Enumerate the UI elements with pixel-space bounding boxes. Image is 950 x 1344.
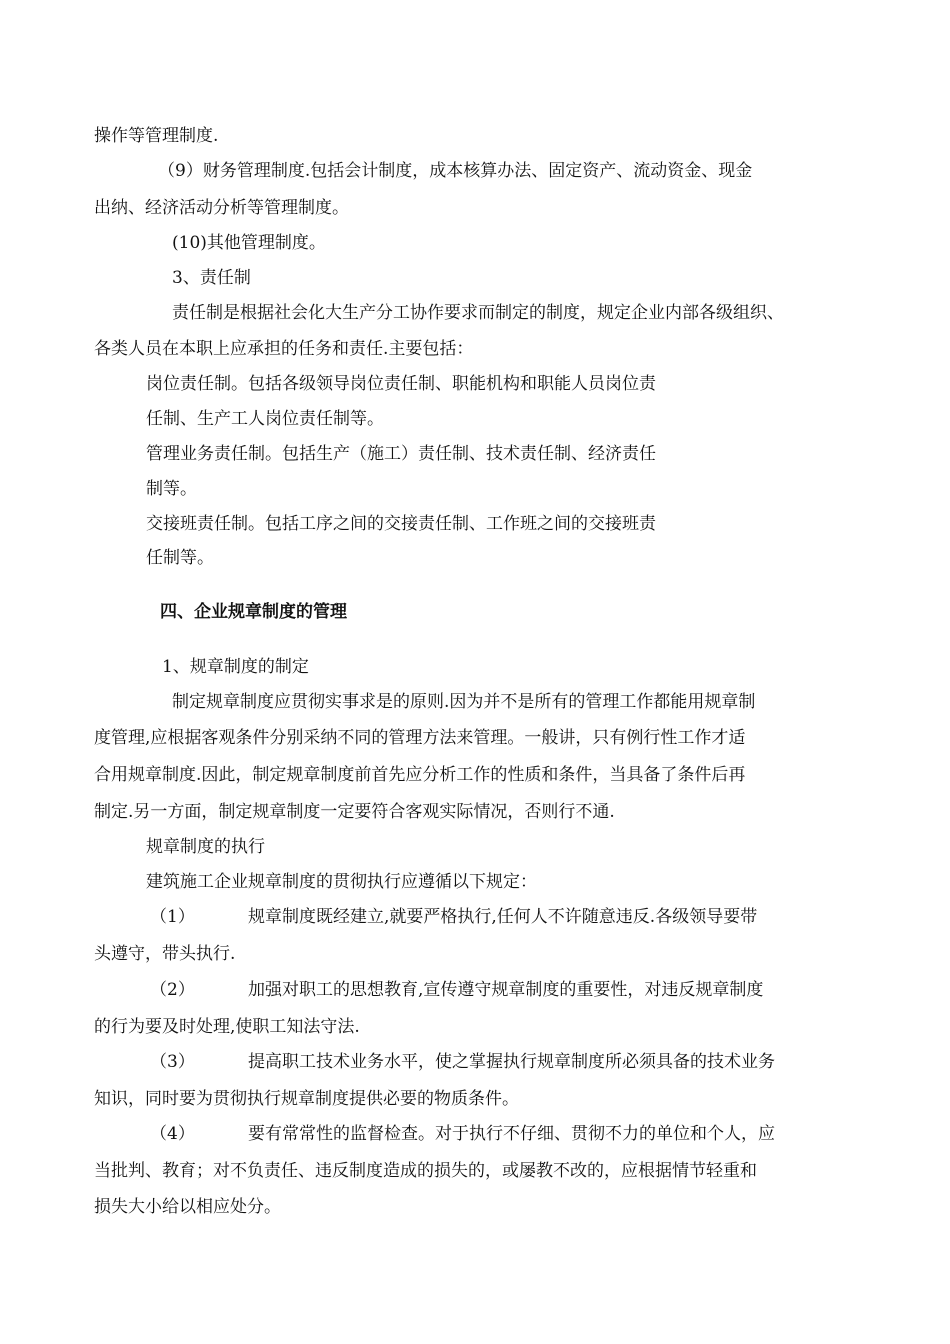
list-item-number: （3） xyxy=(150,1052,195,1072)
text-line: 当批判、教育；对不负责任、违反制度造成的损失的，或屡教不改的，应根据情节轻重和 xyxy=(94,1161,757,1181)
list-item-text: 加强对职工的思想教育,宣传遵守规章制度的重要性，对违反规章制度 xyxy=(248,980,764,1000)
text-line: 制等。 xyxy=(146,479,197,499)
text-line: 制定.另一方面，制定规章制度一定要符合客观实际情况，否则行不通. xyxy=(94,802,615,822)
list-item-number: （1） xyxy=(150,907,195,927)
text-line: 责任制是根据社会化大生产分工协作要求而制定的制度，规定企业内部各级组织、 xyxy=(172,303,784,323)
text-line: 交接班责任制。包括工序之间的交接责任制、工作班之间的交接班责 xyxy=(146,514,656,534)
text-line: 操作等管理制度. xyxy=(94,126,219,146)
section-subheading: 1、规章制度的制定 xyxy=(162,657,309,677)
list-item xyxy=(150,1052,775,1072)
list-item-text: 规章制度既经建立,就要严格执行,任何人不许随意违反.各级领导要带 xyxy=(248,907,758,927)
text-line: 管理业务责任制。包括生产（施工）责任制、技术责任制、经济责任 xyxy=(146,444,656,464)
list-item-text: 要有常常性的监督检查。对于执行不仔细、贯彻不力的单位和个人，应 xyxy=(248,1124,775,1144)
list-item xyxy=(150,907,757,927)
text-line: 度管理,应根据客观条件分别采纳不同的管理方法来管理。一般讲，只有例行性工作才适 xyxy=(94,728,746,748)
text-line: （9）财务管理制度.包括会计制度，成本核算办法、固定资产、流动资金、现金 xyxy=(158,161,753,181)
list-item xyxy=(150,980,763,1000)
text-line: 任制、生产工人岗位责任制等。 xyxy=(146,409,384,429)
text-line: 建筑施工企业规章制度的贯彻执行应遵循以下规定： xyxy=(146,872,537,892)
text-line: 头遵守，带头执行. xyxy=(94,944,236,964)
list-item-number: （4） xyxy=(150,1124,195,1144)
text-line: 的行为要及时处理,使职工知法守法. xyxy=(94,1017,360,1037)
section-subheading: 3、责任制 xyxy=(172,268,251,288)
text-line: 各类人员在本职上应承担的任务和责任.主要包括： xyxy=(94,339,474,359)
list-item-text: 提高职工技术业务水平，使之掌握执行规章制度所必须具备的技术业务 xyxy=(248,1052,775,1072)
text-line: 出纳、经济活动分析等管理制度。 xyxy=(94,198,349,218)
list-item-number: （2） xyxy=(150,980,195,1000)
text-line: 制定规章制度应贯彻实事求是的原则.因为并不是所有的管理工作都能用规章制 xyxy=(172,692,756,712)
text-line: 知识，同时要为贯彻执行规章制度提供必要的物质条件。 xyxy=(94,1089,519,1109)
text-line: 岗位责任制。包括各级领导岗位责任制、职能机构和职能人员岗位责 xyxy=(146,374,656,394)
text-line: 任制等。 xyxy=(146,548,214,568)
text-line: (10)其他管理制度。 xyxy=(172,233,326,253)
list-item xyxy=(150,1124,775,1144)
section-subheading: 规章制度的执行 xyxy=(146,837,265,857)
text-line: 损失大小给以相应处分。 xyxy=(94,1197,281,1217)
section-heading: 四、企业规章制度的管理 xyxy=(160,602,347,622)
text-line: 合用规章制度.因此，制定规章制度前首先应分析工作的性质和条件，当具备了条件后再 xyxy=(94,765,746,785)
